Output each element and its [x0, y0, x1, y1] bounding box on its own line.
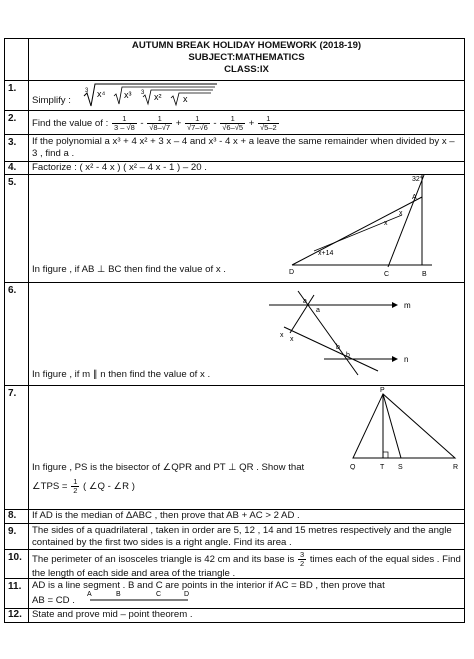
question-body — [29, 510, 464, 523]
question-text-line-1: In figure , PS is the bisector of ∠QPR and PT ⊥ QR . Show that — [32, 462, 305, 473]
point-t-label: T — [380, 464, 385, 470]
question-body — [29, 283, 464, 385]
angle-x-label: x — [399, 210, 403, 217]
question-text: In figure , if m ∥ n then find the value of x . — [32, 369, 211, 380]
radicand-c: x² — [154, 92, 162, 102]
question-number: 9. — [5, 524, 29, 549]
fraction: $\frac{1}{√5-2}$ — [260, 114, 277, 132]
angle-b-label: b — [336, 344, 340, 351]
figure-6-diagram — [264, 285, 444, 381]
question-text: Simplify : — [32, 95, 71, 106]
question-body — [29, 111, 464, 134]
header-subject: SUBJECT:MATHEMATICS — [188, 52, 305, 63]
question-6 — [5, 283, 464, 386]
question-number: 10. — [5, 550, 29, 578]
nested-radical-expression — [81, 82, 221, 108]
question-2 — [5, 111, 464, 135]
question-5 — [5, 175, 464, 283]
question-text: State and prove mid – point theorem . — [32, 609, 193, 620]
point-b-label: B — [422, 271, 427, 278]
question-1 — [5, 81, 464, 111]
question-number: 12. — [5, 609, 29, 622]
question-number: 11. — [5, 579, 29, 608]
figure-5-diagram — [284, 175, 460, 279]
question-text: If AD is the median of ΔABC , then prove that AB + AC > 2 AD . — [32, 510, 300, 521]
point-r-label: R — [453, 464, 459, 470]
line-n-label: n — [404, 355, 409, 364]
point-q-label: Q — [350, 464, 356, 470]
point-s-label: S — [398, 464, 403, 470]
point-a-label: A — [412, 194, 417, 201]
question-10 — [5, 550, 464, 579]
radicand-d: x — [183, 94, 188, 104]
question-text: The sides of a quadrilateral , taken in order are 5, 12 , 14 and 15 metres respectively and the angle contained by the first two sides is a right angle. Find its area . — [32, 525, 452, 548]
question-11 — [5, 579, 464, 609]
point-d-label: D — [289, 269, 295, 276]
question-number: 7. — [5, 386, 29, 509]
question-body — [29, 175, 464, 282]
operator: - — [140, 118, 144, 130]
question-number: 4. — [5, 162, 29, 174]
header-num-cell — [5, 39, 29, 80]
question-12 — [5, 609, 464, 622]
angle-x-label: x — [384, 220, 388, 227]
homework-sheet — [4, 38, 465, 623]
question-3 — [5, 135, 464, 162]
header-cell — [29, 39, 464, 80]
question-number: 8. — [5, 510, 29, 523]
operator: + — [175, 118, 182, 130]
question-text-line-2: times each of the equal sides . Find the length of each side and area of the triangle . — [32, 554, 461, 579]
header-title: AUTUMN BREAK HOLIDAY HOMEWORK (2018-19) — [131, 40, 362, 51]
fraction: $\frac{1}{√7-√6}$ — [187, 114, 208, 132]
question-7 — [5, 386, 464, 510]
question-body — [29, 550, 464, 578]
question-9 — [5, 524, 464, 550]
question-text: Factorize : ( x² - 4 x ) ( x² – 4 x - 1 ) – 20 . — [32, 162, 207, 173]
question-number: 6. — [5, 283, 29, 385]
fraction: $\frac{1}{√6-√5}$ — [222, 114, 244, 132]
question-number: 1. — [5, 81, 29, 110]
question-8 — [5, 510, 464, 524]
question-text: Find the value of : — [32, 118, 109, 130]
tps-suffix: ( ∠Q - ∠R ) — [83, 481, 135, 493]
angle-a-label: a — [303, 298, 307, 305]
question-number: 5. — [5, 175, 29, 282]
point-a-label: A — [87, 591, 92, 598]
question-text: In figure , if AB ⊥ BC then find the value of x . — [32, 264, 226, 275]
point-c-label: C — [156, 591, 162, 598]
question-body — [29, 609, 464, 622]
question-text-line-1: AD is a line segment . B and C are points in the interior if AC = BD , then prove that — [32, 580, 385, 591]
question-body — [29, 386, 464, 509]
operator: + — [248, 118, 255, 130]
question-body — [29, 135, 464, 161]
svg-text:3: 3 — [141, 90, 145, 96]
header-class: CLASS:IX — [224, 64, 269, 75]
line-m-label: m — [404, 301, 411, 310]
radicand-b: x³ — [124, 90, 132, 100]
angle-a-label: a — [316, 307, 320, 314]
svg-text:3: 3 — [85, 88, 89, 94]
operator: - — [213, 118, 217, 130]
angle-expression-label: x+14 — [318, 250, 334, 257]
header-row — [5, 39, 464, 81]
radicand-a: x⁴ — [97, 89, 106, 99]
figure-7-diagram — [347, 386, 467, 470]
point-d-label: D — [184, 591, 190, 598]
question-4 — [5, 162, 464, 175]
line-segment-row — [32, 592, 461, 606]
fraction: $\frac{1}{√8-√7}$ — [149, 114, 171, 132]
question-body — [29, 524, 464, 549]
line-segment-diagram — [84, 588, 194, 606]
tps-prefix: ∠TPS = — [32, 481, 68, 493]
point-b-label: B — [116, 591, 121, 598]
question-number: 2. — [5, 111, 29, 134]
angle-x-label: x — [280, 332, 284, 339]
question-text-line-1: The perimeter of an isosceles triangle is 42 cm and its base is — [32, 554, 295, 566]
angle-b-label: b — [346, 352, 350, 359]
fraction: $\frac{1}{3 - √8}$ — [113, 114, 135, 132]
question-text: If the polynomial a x³ + 4 x² + 3 x – 4 and x³ - 4 x + a leave the same remainder when divided by x – 3 , find a . — [32, 136, 455, 159]
question-text-line-2: AB = CD . — [32, 595, 75, 606]
question-body — [29, 81, 464, 110]
point-p-label: P — [380, 387, 385, 394]
question-number: 3. — [5, 135, 29, 161]
question-body — [29, 162, 464, 174]
angle-label: 32° — [412, 176, 423, 183]
question-body — [29, 579, 464, 608]
question-text-line-2 — [32, 478, 135, 495]
angle-x-label: x — [290, 336, 294, 343]
fraction-half: $\frac{1}{2}$ — [73, 477, 78, 495]
point-c-label: C — [384, 271, 390, 278]
fraction-three-halves: $\frac{3}{2}$ — [300, 550, 305, 568]
